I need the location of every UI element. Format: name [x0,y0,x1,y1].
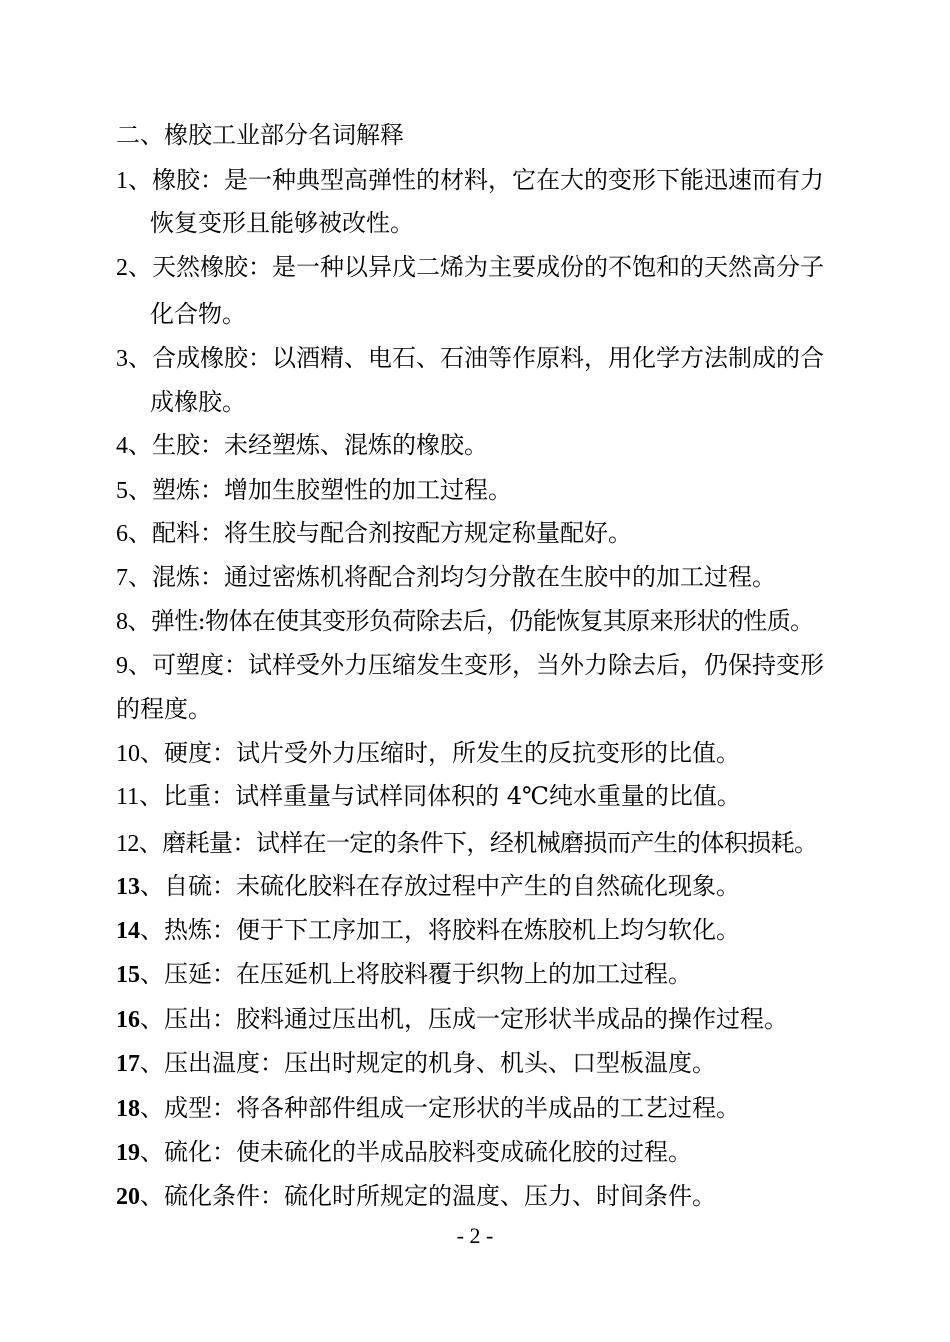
entry-term: 配料： [152,519,224,547]
entry-separator: 、 [127,607,151,635]
entry-17 [116,1048,880,1079]
entry-term: 塑炼： [152,476,224,504]
entry-term: 天然橡胶： [152,253,272,281]
entry-3 [116,343,880,374]
entry-number: 6 [116,521,128,547]
entry-term: 可塑度： [152,651,248,679]
entry-separator: 、 [140,916,164,944]
entry-definition: 物体在使其变形负荷除去后，仍能恢复其原来形状的性质。 [205,607,814,635]
entry-1 [116,165,880,196]
entry-number: 1 [116,168,128,194]
entry-number: 3 [116,346,128,372]
entry-term: 热炼： [164,916,236,944]
entry-term: 硫化： [164,1138,236,1166]
entry-19 [116,1137,880,1168]
entry-number: 9 [116,653,128,679]
entry-number: 12 [116,831,139,857]
entry-8 [116,606,880,637]
entry-4 [116,430,880,461]
entry-term: 自硫： [164,872,236,900]
entry-number: 4 [116,433,128,459]
entry-term: 合成橡胶： [152,344,272,372]
entry-separator: 、 [139,782,164,810]
entry-number: 17 [116,1051,140,1077]
entry-15 [116,959,880,990]
entry-separator: 、 [140,960,164,988]
entry-definition: 使未硫化的半成品胶料变成硫化胶的过程。 [236,1138,692,1166]
entry-term: 压出温度： [164,1049,284,1077]
entry-definition: 胶料通过压出机，压成一定形状半成品的操作过程。 [236,1005,788,1033]
entry-separator: 、 [140,1049,164,1077]
entry-separator: 、 [140,1094,164,1122]
entry-separator: 、 [140,1182,164,1210]
entry-definition: 试样重量与试样同体积的 4℃纯水重量的比值。 [235,782,741,810]
entry-term: 硬度： [164,739,236,767]
entry-definition: 以酒精、电石、石油等作原料，用化学方法制成的合 [272,344,824,372]
entry-term: 压延： [164,960,236,988]
entry-number: 11 [116,784,140,810]
entry-separator: 、 [128,476,152,504]
entry-number: 2 [116,255,128,281]
entry-11 [116,781,880,812]
entry-7 [116,562,880,593]
entry-number: 14 [116,918,140,944]
page-number: - 2 - [456,1223,494,1248]
entry-number: 8 [116,609,128,635]
entry-number: 7 [116,565,128,591]
entry-term: 硫化条件： [164,1182,284,1210]
entry-14 [116,915,880,946]
entry-2 [116,252,880,283]
entry-separator: 、 [128,166,152,194]
entry-term: 弹性: [150,607,206,635]
entry-term: 压出： [164,1005,236,1033]
entry-definition: 便于下工序加工，将胶料在炼胶机上均匀软化。 [236,916,740,944]
entry-5 [116,475,880,506]
entry-6 [116,518,880,549]
entry-term: 磨耗量： [162,829,256,857]
entry-separator: 、 [140,739,164,767]
entry-separator: 、 [140,1005,164,1033]
entry-separator: 、 [128,651,152,679]
entry-definition: 是一种典型高弹性的材料，它在大的变形下能迅速而有力 [224,166,824,194]
entry-definition: 试片受外力压缩时，所发生的反抗变形的比值。 [236,739,740,767]
entry-number: 13 [116,874,140,900]
entry-separator: 、 [128,431,152,459]
entry-definition: 压出时规定的机身、机头、口型板温度。 [284,1049,716,1077]
entry-number: 5 [116,478,128,504]
entry-definition: 将各种部件组成一定形状的半成品的工艺过程。 [236,1094,740,1122]
entry-term: 混炼： [152,563,224,591]
entry-definition: 将生胶与配合剂按配方规定称量配好。 [224,519,632,547]
section-heading: 二、橡胶工业部分名词解释 [116,121,404,149]
entry-9 [116,650,880,681]
entry-separator: 、 [128,519,152,547]
entry-definition: 试样受外力压缩发生变形，当外力除去后，仍保持变形 [248,651,824,679]
entry-3-continuation: 成橡胶。 [150,388,246,416]
entry-term: 生胶： [152,431,224,459]
entry-16 [116,1004,880,1035]
entry-number: 15 [116,962,140,988]
entry-separator: 、 [140,1138,164,1166]
entry-term: 比重： [163,782,236,810]
entry-separator: 、 [128,563,152,591]
entry-definition: 通过密炼机将配合剂均匀分散在生胶中的加工过程。 [224,563,776,591]
entry-term: 橡胶： [152,166,224,194]
entry-definition: 在压延机上将胶料覆于织物上的加工过程。 [236,960,692,988]
entry-definition: 未经塑炼、混炼的橡胶。 [224,431,488,459]
entry-number: 10 [116,741,140,767]
entry-separator: 、 [128,253,152,281]
entry-13 [116,871,880,902]
entry-18 [116,1093,880,1124]
entry-definition: 增加生胶塑性的加工过程。 [224,476,512,504]
entry-10 [116,738,880,769]
entry-definition: 硫化时所规定的温度、压力、时间条件。 [284,1182,716,1210]
entry-number: 19 [116,1140,140,1166]
entry-term: 成型： [164,1094,236,1122]
entry-20 [116,1181,880,1212]
entry-separator: 、 [138,829,163,857]
entry-number: 16 [116,1007,140,1033]
entry-2-continuation: 化合物。 [150,300,246,328]
entry-12 [116,828,880,859]
entry-9-continuation: 的程度。 [116,695,212,723]
entry-number: 18 [116,1096,140,1122]
entry-1-continuation: 恢复变形且能够被改性。 [150,209,414,237]
entry-definition: 试样在一定的条件下，经机械磨损而产生的体积损耗。 [255,829,818,857]
entry-separator: 、 [128,344,152,372]
entry-separator: 、 [140,872,164,900]
entry-definition: 未硫化胶料在存放过程中产生的自然硫化现象。 [236,872,740,900]
entry-number: 20 [116,1184,140,1210]
entry-definition: 是一种以异戊二烯为主要成份的不饱和的天然高分子 [272,253,824,281]
